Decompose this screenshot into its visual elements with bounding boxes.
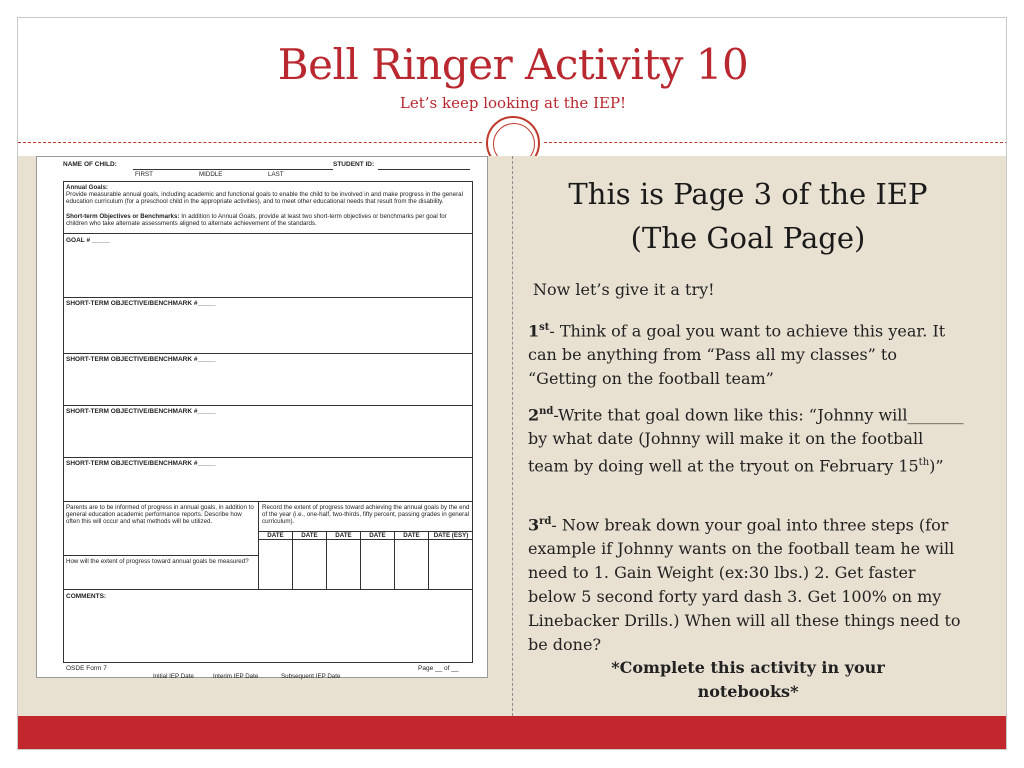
divider: [63, 589, 473, 590]
name-of-child-label: NAME OF CHILD:: [63, 161, 117, 168]
step-1-suffix: st: [539, 322, 550, 333]
objective-label-3: SHORT-TERM OBJECTIVE/BENCHMARK #_____: [66, 408, 216, 415]
last-label: LAST: [268, 171, 284, 178]
page-heading: [528, 172, 968, 260]
initial-iep-date: Initial IEP Date: [153, 673, 194, 680]
step-3: [528, 510, 968, 657]
measure-text: How will the extent of progress toward annual goals be measured?: [66, 558, 249, 565]
iep-form-body: [63, 157, 474, 679]
date-col-divider: [394, 531, 395, 589]
objective-label-2: SHORT-TERM OBJECTIVE/BENCHMARK #_____: [66, 356, 216, 363]
divider: [63, 501, 473, 502]
step-2-text-a: -Write that goal down like this: “Johnny will_______ by what date (Johnny will make it on the football team by doing well at the tryout on February 15: [528, 405, 964, 476]
step-2-text-b: )”: [929, 456, 944, 476]
iep-form-image: [36, 156, 488, 678]
divider: [63, 457, 473, 458]
date-header: DATE: [335, 532, 352, 539]
instructions-column: [528, 156, 968, 716]
form-table: [63, 181, 473, 663]
step-1: [528, 316, 968, 391]
step-3-text: - Now break down your goal into three steps (for example if Johnny wants on the football team he will need to 1. Gain Weight (ex:30 lbs.) 2. Get faster below 5 second forty yard dash 3. Get 100% on my Linebacker Drills.) When will all these things need to be done?: [528, 515, 961, 655]
step-1-text: - Think of a goal you want to achieve this year. It can be anything from “Pass all my classes” to “Getting on the football team”: [528, 321, 946, 389]
annual-goals-block: [66, 184, 470, 205]
short-term-title: Short-term Objectives or Benchmarks:: [66, 213, 180, 220]
date-header: DATE: [301, 532, 318, 539]
date-header: DATE: [369, 532, 386, 539]
name-line: [133, 169, 333, 170]
date-header: DATE (ESY): [433, 532, 469, 539]
date-col-divider: [292, 531, 293, 589]
heading-line-2: (The Goal Page): [630, 221, 866, 255]
final-line-2: notebooks*: [697, 682, 799, 701]
date-header: DATE: [403, 532, 420, 539]
annual-goals-title: Annual Goals:: [66, 184, 108, 191]
date-header: DATE: [267, 532, 284, 539]
slide-subtitle: Let’s keep looking at the IEP!: [399, 94, 627, 112]
divider: [63, 405, 473, 406]
comments-label: COMMENTS:: [66, 593, 107, 600]
divider: [63, 555, 258, 556]
annual-goals-text: Provide measurable annual goals, including academic and functional goals to enable the child to be involved in and make progress in the general education curriculum (for a preschool child in the appropriate activities), and to meet other educational needs that result from the disability.: [66, 191, 463, 205]
intro-text: Now let’s give it a try!: [533, 280, 715, 299]
form-header: [63, 161, 474, 181]
content-area: [18, 156, 1007, 716]
divider: [63, 353, 473, 354]
divider: [63, 233, 473, 234]
short-term-block: [66, 213, 470, 227]
goal-label: GOAL # _____: [66, 237, 110, 244]
bottom-band: [18, 716, 1007, 750]
parents-text: Parents are to be informed of progress in annual goals, in addition to general education academic performance reports. Describe how often this will occur and what methods will be utilized.: [66, 504, 254, 525]
final-line-1: *Complete this activity in your: [611, 658, 885, 677]
subsequent-iep-date: Subsequent IEP Date: [281, 673, 341, 680]
step-2: [528, 400, 968, 479]
record-text: Record the extent of progress toward achieving the annual goals by the end of the year (i.e., one-half, two-thirds, fifty percent, passing grades in general curriculum).: [262, 504, 470, 525]
student-id-label: STUDENT ID:: [333, 161, 375, 168]
objective-label-1: SHORT-TERM OBJECTIVE/BENCHMARK #_____: [66, 300, 216, 307]
interim-iep-date: Interim IEP Date: [213, 673, 259, 680]
step-3-number: 3: [528, 515, 540, 535]
page-of-label: Page __ of __: [418, 665, 459, 672]
date-col-divider: [326, 531, 327, 589]
progress-divider: [258, 501, 259, 589]
column-divider: [512, 156, 513, 716]
first-label: FIRST: [135, 171, 153, 178]
slide-title: Bell Ringer Activity 10: [277, 40, 749, 89]
slide-frame: [17, 17, 1007, 750]
date-col-divider: [428, 531, 429, 589]
heading-line-1: This is Page 3 of the IEP: [568, 177, 928, 211]
divider: [63, 297, 473, 298]
step-2-number: 2: [528, 405, 540, 425]
form-number: OSDE Form 7: [66, 665, 107, 672]
step-3-suffix: rd: [539, 516, 552, 527]
student-id-line: [378, 169, 470, 170]
title-area: [18, 18, 1007, 145]
short-term-text: In addition to Annual Goals, provide at least two short-term objectives or benchmarks per goal for children who take alternate assessments aligned to alternate achievement of the standards.: [66, 213, 447, 227]
date-col-divider: [360, 531, 361, 589]
step-2-date-suffix: th: [918, 457, 930, 469]
step-1-number: 1: [528, 321, 540, 341]
complete-activity-note: [528, 656, 968, 704]
middle-label: MIDDLE: [199, 171, 223, 178]
objective-label-4: SHORT-TERM OBJECTIVE/BENCHMARK #_____: [66, 460, 216, 467]
divider: [258, 539, 473, 540]
step-2-suffix: nd: [539, 406, 554, 417]
